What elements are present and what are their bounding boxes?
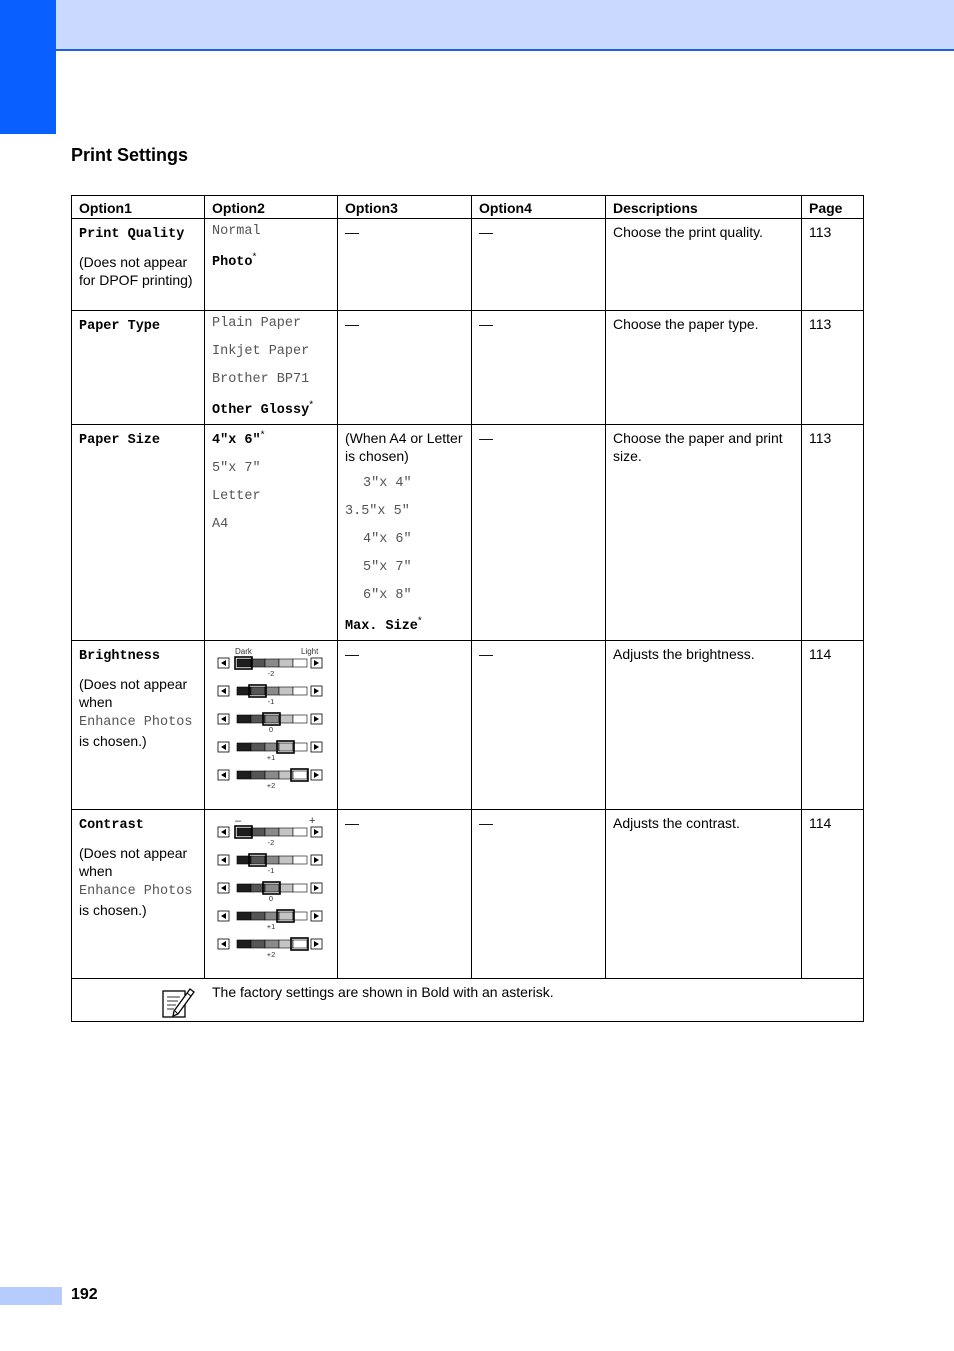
page-number: 192: [71, 1286, 98, 1303]
level-segment: [251, 940, 265, 948]
option-note: (Does not appear for DPOF printing): [79, 254, 193, 288]
level-segment: [265, 856, 279, 864]
table-row: [72, 311, 864, 425]
level-segment: [265, 659, 279, 667]
note-text: (Does not appear when: [79, 676, 188, 710]
option-value-default: Photo: [212, 255, 253, 270]
level-label: +2: [266, 950, 276, 959]
option-name: Print Quality: [79, 227, 185, 242]
note-pencil-icon: [160, 985, 196, 1019]
page-ref: 114: [802, 810, 864, 979]
level-segment: [251, 659, 265, 667]
level-label: +1: [266, 922, 276, 931]
level-segment: [293, 715, 307, 723]
option-value: 6"x 8": [363, 588, 412, 603]
option-value: 5"x 7": [212, 461, 261, 476]
level-row: [218, 938, 322, 959]
asterisk: *: [417, 615, 422, 627]
description: Adjusts the brightness.: [606, 641, 802, 810]
level-segment: [265, 940, 279, 948]
level-segment: [237, 828, 251, 836]
brightness-level-graphic: [213, 645, 333, 805]
level-segment: [293, 687, 307, 695]
level-row: [218, 826, 322, 847]
level-segment: [265, 884, 279, 892]
description: Choose the paper type.: [606, 311, 802, 425]
header-option3: Option3: [338, 196, 472, 219]
option-name: Contrast: [79, 818, 144, 833]
option-value: Brother BP71: [212, 372, 310, 387]
asterisk: *: [252, 251, 257, 263]
empty-cell: —: [338, 641, 472, 810]
option-note: [79, 844, 198, 919]
empty-cell: —: [472, 810, 606, 979]
print-settings-table: [71, 195, 864, 1022]
empty-cell: —: [338, 311, 472, 425]
level-segment: [251, 856, 265, 864]
level-segment: [237, 743, 251, 751]
table-row: [72, 219, 864, 311]
note-text: is chosen.): [79, 733, 147, 749]
level-left-label: –: [235, 815, 242, 827]
level-label: -1: [267, 866, 275, 875]
level-segment: [251, 771, 265, 779]
empty-cell: —: [472, 641, 606, 810]
section-heading: Print Settings: [71, 145, 189, 165]
option-value-default: Other Glossy: [212, 403, 310, 418]
option-value: Normal: [212, 224, 261, 239]
header-option2: Option2: [205, 196, 338, 219]
description: Choose the print quality.: [606, 219, 802, 311]
level-row: [218, 713, 322, 734]
level-segment: [293, 771, 307, 779]
level-left-label: Dark: [235, 647, 252, 656]
level-label: -2: [267, 669, 275, 678]
level-right-label: Light: [301, 647, 319, 656]
level-segment: [237, 912, 251, 920]
note-row: [72, 979, 864, 1022]
description: Adjusts the contrast.: [606, 810, 802, 979]
level-segment: [265, 687, 279, 695]
option-value: Inkjet Paper: [212, 344, 310, 359]
level-label: -2: [267, 838, 275, 847]
contrast-level-graphic: [213, 814, 333, 974]
level-segment: [279, 659, 293, 667]
option-value-default: Max. Size: [345, 619, 418, 634]
level-row: [218, 854, 322, 875]
page-ref: 113: [802, 219, 864, 311]
empty-cell: —: [472, 425, 606, 641]
option-name: Paper Size: [79, 433, 161, 448]
asterisk: *: [260, 429, 265, 441]
level-segment: [237, 771, 251, 779]
level-segment: [279, 687, 293, 695]
level-segment: [279, 856, 293, 864]
level-row: [218, 685, 322, 706]
option-name: Brightness: [79, 649, 161, 664]
option-value: 5"x 7": [363, 560, 412, 575]
page-ref: 114: [802, 641, 864, 810]
level-label: 0: [268, 725, 274, 734]
option-name: Paper Type: [79, 319, 161, 334]
level-segment: [237, 940, 251, 948]
note-text: is chosen.): [79, 902, 147, 918]
level-segment: [293, 940, 307, 948]
level-segment: [251, 828, 265, 836]
level-segment: [279, 743, 293, 751]
level-row: [218, 910, 322, 931]
level-segment: [265, 828, 279, 836]
level-segment: [279, 884, 293, 892]
header-band: [0, 0, 954, 51]
table-header-row: [72, 196, 864, 219]
level-segment: [293, 856, 307, 864]
chapter-tab: [0, 0, 56, 134]
empty-cell: —: [338, 219, 472, 311]
level-row: [218, 882, 322, 903]
level-segment: [279, 715, 293, 723]
level-segment: [265, 715, 279, 723]
note-mode: Enhance Photos: [79, 715, 193, 730]
level-segment: [251, 743, 265, 751]
option-value-default: 4"x 6": [212, 433, 261, 448]
header-descriptions: Descriptions: [606, 196, 802, 219]
empty-cell: —: [472, 219, 606, 311]
note-mode: Enhance Photos: [79, 884, 193, 899]
table-row: [72, 425, 864, 641]
level-segment: [293, 828, 307, 836]
level-label: +2: [266, 781, 276, 790]
level-label: +1: [266, 753, 276, 762]
note-text: (Does not appear when: [79, 845, 188, 879]
option-value: Letter: [212, 489, 261, 504]
level-row: [218, 769, 322, 790]
level-segment: [251, 687, 265, 695]
empty-cell: —: [338, 810, 472, 979]
option-value: Plain Paper: [212, 316, 302, 331]
level-segment: [265, 771, 279, 779]
level-row: [218, 657, 322, 678]
option-value: 3"x 4": [363, 476, 412, 491]
option-note: [79, 675, 198, 750]
header-option4: Option4: [472, 196, 606, 219]
level-segment: [293, 884, 307, 892]
level-segment: [293, 659, 307, 667]
level-label: 0: [268, 894, 274, 903]
option-value: 3.5"x 5": [345, 504, 410, 519]
level-segment: [237, 659, 251, 667]
header-page: Page: [802, 196, 864, 219]
footer-note: The factory settings are shown in Bold with an asterisk.: [212, 984, 554, 1000]
option-value: A4: [212, 517, 229, 532]
page-ref: 113: [802, 311, 864, 425]
table-row: [72, 810, 864, 979]
option-value: 4"x 6": [363, 532, 412, 547]
level-segment: [279, 912, 293, 920]
level-right-label: +: [309, 815, 316, 827]
page-ref: 113: [802, 425, 864, 641]
option-note: (When A4 or Letter is chosen): [345, 430, 463, 464]
page-number-band: [0, 1287, 62, 1305]
level-segment: [293, 743, 307, 751]
description: Choose the paper and print size.: [606, 425, 802, 641]
asterisk: *: [309, 399, 314, 411]
level-row: [218, 741, 322, 762]
level-segment: [251, 912, 265, 920]
empty-cell: —: [472, 311, 606, 425]
table-row: [72, 641, 864, 810]
level-segment: [293, 912, 307, 920]
level-label: -1: [267, 697, 275, 706]
level-segment: [237, 715, 251, 723]
level-segment: [237, 884, 251, 892]
header-option1: Option1: [72, 196, 205, 219]
level-segment: [279, 828, 293, 836]
